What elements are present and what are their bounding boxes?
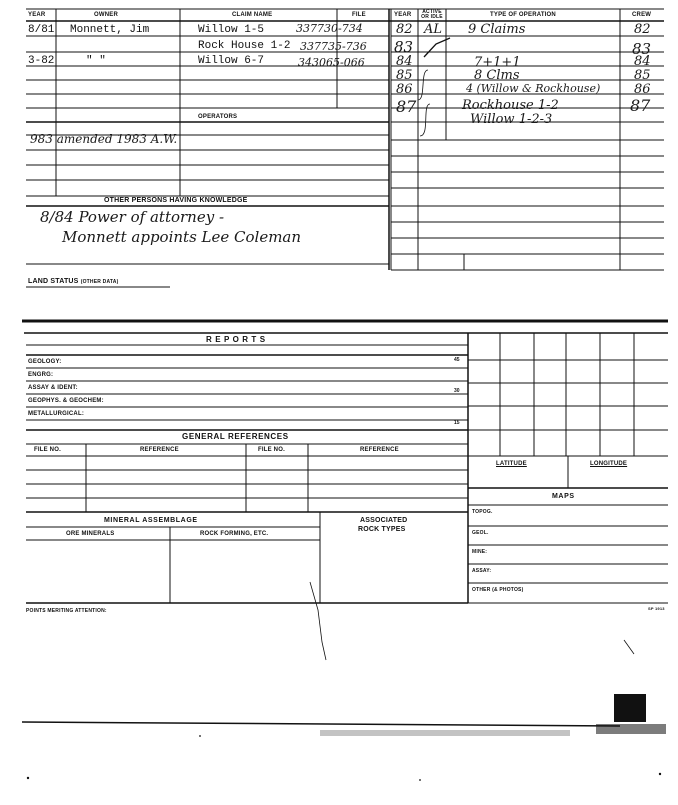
land-status-label xyxy=(28,278,118,285)
rock-forming-label: ROCK FORMING, ETC. xyxy=(200,531,269,537)
header-active-idle: ACTIVE OR IDLE xyxy=(421,9,443,20)
report-metallurgical-num: 15 xyxy=(454,420,460,426)
op-row-4-type: 8 Clms xyxy=(474,68,520,83)
associated-rock-label: ASSOCIATED xyxy=(360,517,408,524)
longitude-label: LONGITUDE xyxy=(590,461,628,467)
ref-header-file-no-2: FILE NO. xyxy=(258,447,285,453)
owner-row-2-claim: Rock House 1-2 xyxy=(198,40,291,52)
ref-header-reference: REFERENCE xyxy=(140,447,179,453)
report-assay-num: 30 xyxy=(454,388,460,394)
op-row-5-type: 4 (Willow & Rockhouse) xyxy=(466,82,601,95)
general-references-label: GENERAL REFERENCES xyxy=(182,432,289,441)
maps-label: MAPS xyxy=(552,493,575,500)
owner-row-1-claim: Willow 1-5 xyxy=(198,24,265,36)
other-persons-note-2: Monnett appoints Lee Coleman xyxy=(62,228,302,246)
op-row-7-type: Willow 1-2-3 xyxy=(470,112,553,127)
maps-assay: ASSAY: xyxy=(472,568,492,574)
report-metallurgical-label: METALLURGICAL: xyxy=(28,411,85,417)
owner-row-3-year: 3-82 xyxy=(28,55,55,67)
header-owner: OWNER xyxy=(94,12,118,18)
other-persons-label: OTHER PERSONS HAVING KNOWLEDGE xyxy=(104,197,248,204)
operators-label: OPERATORS xyxy=(198,114,238,120)
op-row-2-crew: 83 xyxy=(632,40,652,58)
rock-types-label: ROCK TYPES xyxy=(358,526,406,533)
op-row-1-type: 9 Claims xyxy=(468,22,526,37)
report-geophys-label: GEOPHYS. & GEOCHEM: xyxy=(28,398,104,404)
op-row-1-year: 82 xyxy=(396,22,413,37)
report-geology-num: 45 xyxy=(454,357,460,363)
owner-row-1-owner: Monnett, Jim xyxy=(70,24,150,36)
op-row-4-year: 85 xyxy=(396,68,413,83)
header-year-2: YEAR xyxy=(394,12,412,18)
maps-geol: GEOL. xyxy=(472,530,489,536)
op-row-4-crew: 85 xyxy=(634,68,651,83)
op-row-3-year: 84 xyxy=(396,54,413,69)
owner-row-3-file: 343065-066 xyxy=(298,56,365,69)
op-row-1-active: AL xyxy=(424,22,443,37)
header-year: YEAR xyxy=(28,12,46,18)
owner-row-1-year: 8/81 xyxy=(28,24,55,36)
ore-minerals-label: ORE MINERALS xyxy=(66,531,115,537)
report-geology-label: GEOLOGY: xyxy=(28,359,62,365)
mineral-assemblage-label: MINERAL ASSEMBLAGE xyxy=(104,517,198,524)
form-code: SP 1913 xyxy=(648,606,665,611)
op-row-5-crew: 86 xyxy=(634,82,651,97)
owner-row-1-file: 337730-734 xyxy=(296,22,363,35)
maps-other: OTHER (& PHOTOS) xyxy=(472,587,524,593)
header-claim-name: CLAIM NAME xyxy=(232,12,273,18)
op-row-5-year: 86 xyxy=(396,82,413,97)
op-row-1-crew: 82 xyxy=(634,22,651,37)
header-crew: CREW xyxy=(632,12,652,18)
op-row-6-type: Rockhouse 1-2 xyxy=(462,98,559,113)
op-row-3-type: 7+1+1 xyxy=(474,55,521,70)
reports-label: R E P O R T S xyxy=(206,335,266,344)
op-row-6-year: 87 xyxy=(396,97,417,116)
owner-row-2-file: 337735-736 xyxy=(300,40,367,53)
other-persons-note-1: 8/84 Power of attorney - xyxy=(40,208,225,226)
owner-row-3-owner: " " xyxy=(86,55,106,67)
operators-note: 983 amended 1983 A.W. xyxy=(30,132,178,146)
report-assay-label: ASSAY & IDENT: xyxy=(28,385,78,391)
owner-row-3-claim: Willow 6-7 xyxy=(198,55,265,67)
op-row-6-crew: 87 xyxy=(630,96,651,115)
ref-header-file-no: FILE NO. xyxy=(34,447,61,453)
maps-mine: MINE: xyxy=(472,549,488,555)
header-type-of-operation: TYPE OF OPERATION xyxy=(490,12,556,18)
op-row-3-crew: 84 xyxy=(634,54,651,69)
header-file: FILE xyxy=(352,12,366,18)
maps-topog: TOPOG. xyxy=(472,509,493,515)
ref-header-reference-2: REFERENCE xyxy=(360,447,399,453)
report-engrg-label: ENGRG: xyxy=(28,372,54,378)
land-status-sub: (OTHER DATA) xyxy=(80,279,119,285)
op-row-2-year: 83 xyxy=(394,38,414,56)
points-meriting-attention-label: POINTS MERITING ATTENTION: xyxy=(26,608,107,614)
latitude-label: LATITUDE xyxy=(496,461,527,467)
land-status-title: LAND STATUS xyxy=(28,278,79,285)
